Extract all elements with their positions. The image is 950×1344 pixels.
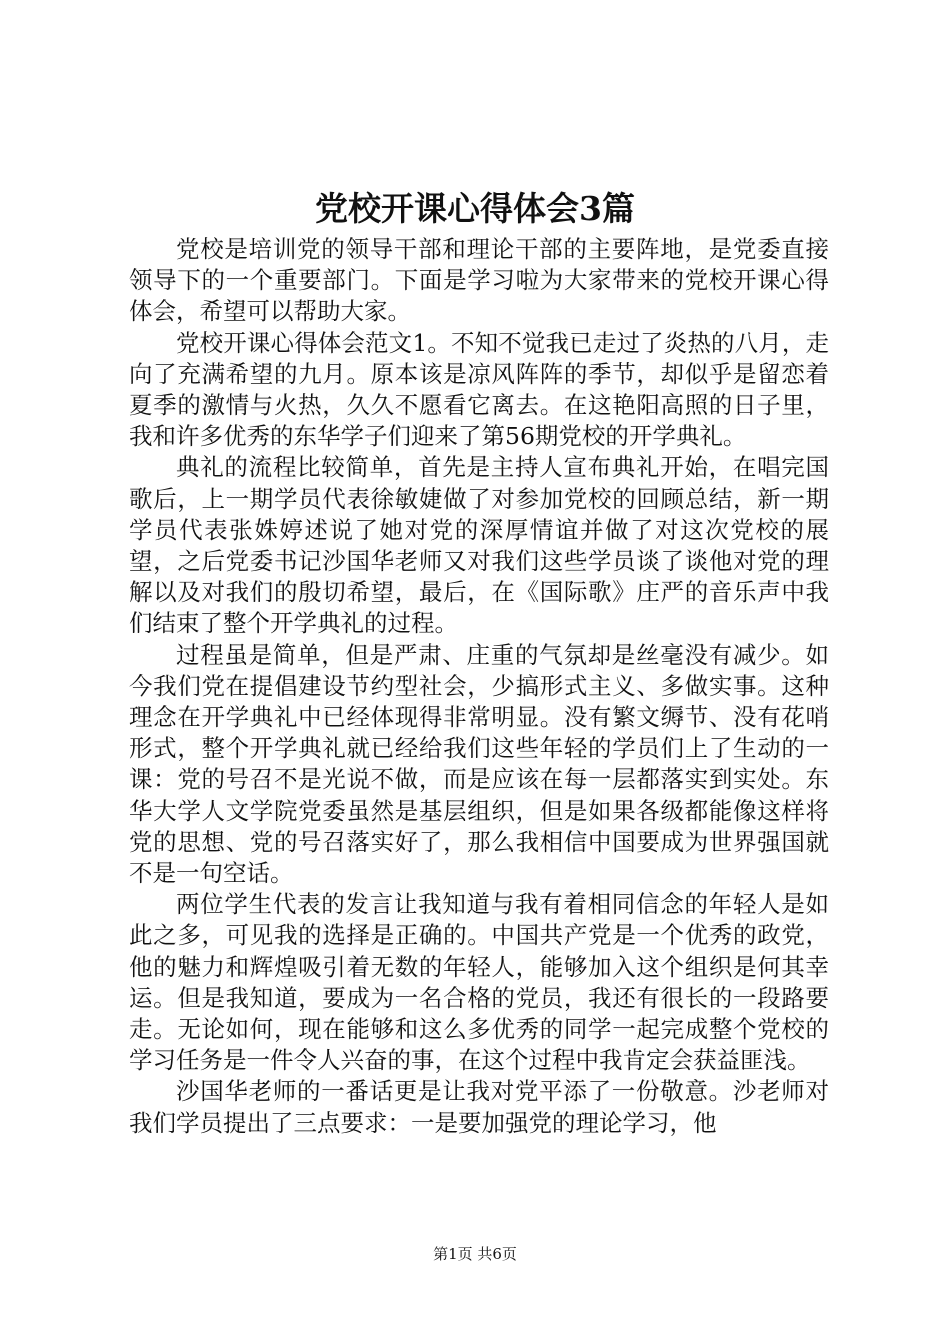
document-title: 党校开课心得体会3篇 xyxy=(315,189,635,228)
paragraph-ceremony-process: 典礼的流程比较简单，首先是主持人宣布典礼开始，在唱完国歌后，上一期学员代表徐敏婕做了对参加党校的回顾总结，新一期学员代表张姝婷述说了她对党的深厚情谊并做了对这次党校的展望，之后党委书记沙国华老师又对我们这些学员谈了谈他对党的理解以及对我们的殷切希望，最后，在《国际歌》庄严的音乐声中我们结束了整个开学典礼的过程。 xyxy=(129,453,829,638)
paragraph-intro: 党校是培训党的领导干部和理论干部的主要阵地，是党委直接领导下的一个重要部门。下面是学习啦为大家带来的党校开课心得体会，希望可以帮助大家。 xyxy=(129,235,829,326)
paragraph-student-speeches: 两位学生代表的发言让我知道与我有着相同信念的年轻人是如此之多，可见我的选择是正确的。中国共产党是一个优秀的政党，他的魅力和辉煌吸引着无数的年轻人，能够加入这个组织是何其幸运。但是我知道，要成为一名合格的党员，我还有很长的一段路要走。无论如何，现在能够和这么多优秀的同学一起完成整个党校的学习任务是一件令人兴奋的事，在这个过程中我肯定会获益匪浅。 xyxy=(129,890,829,1075)
paragraph-teacher-speech: 沙国华老师的一番话更是让我对党平添了一份敬意。沙老师对我们学员提出了三点要求：一是要加强党的理论学习，他 xyxy=(129,1077,829,1137)
document-body xyxy=(129,234,829,1139)
page-footer: 第1页 共6页 xyxy=(433,1245,517,1263)
paragraph-essay-1-opening: 党校开课心得体会范文1。不知不觉我已走过了炎热的八月，走向了充满希望的九月。原本该是凉风阵阵的季节，却似乎是留恋着夏季的激情与火热，久久不愿看它离去。在这艳阳高照的日子里，我和许多优秀的东华学子们迎来了第56期党校的开学典礼。 xyxy=(129,328,829,451)
paragraph-atmosphere: 过程虽是简单，但是严肃、庄重的气氛却是丝毫没有减少。如今我们党在提倡建设节约型社会，少搞形式主义、多做实事。这种理念在开学典礼中已经体现得非常明显。没有繁文缛节、没有花哨形式，整个开学典礼就已经给我们这些年轻的学员们上了生动的一课：党的号召不是光说不做，而是应该在每一层都落实到实处。东华大学人文学院党委虽然是基层组织，但是如果各级都能像这样将党的思想、党的号召落实好了，那么我相信中国要成为世界强国就不是一句空话。 xyxy=(129,640,829,888)
